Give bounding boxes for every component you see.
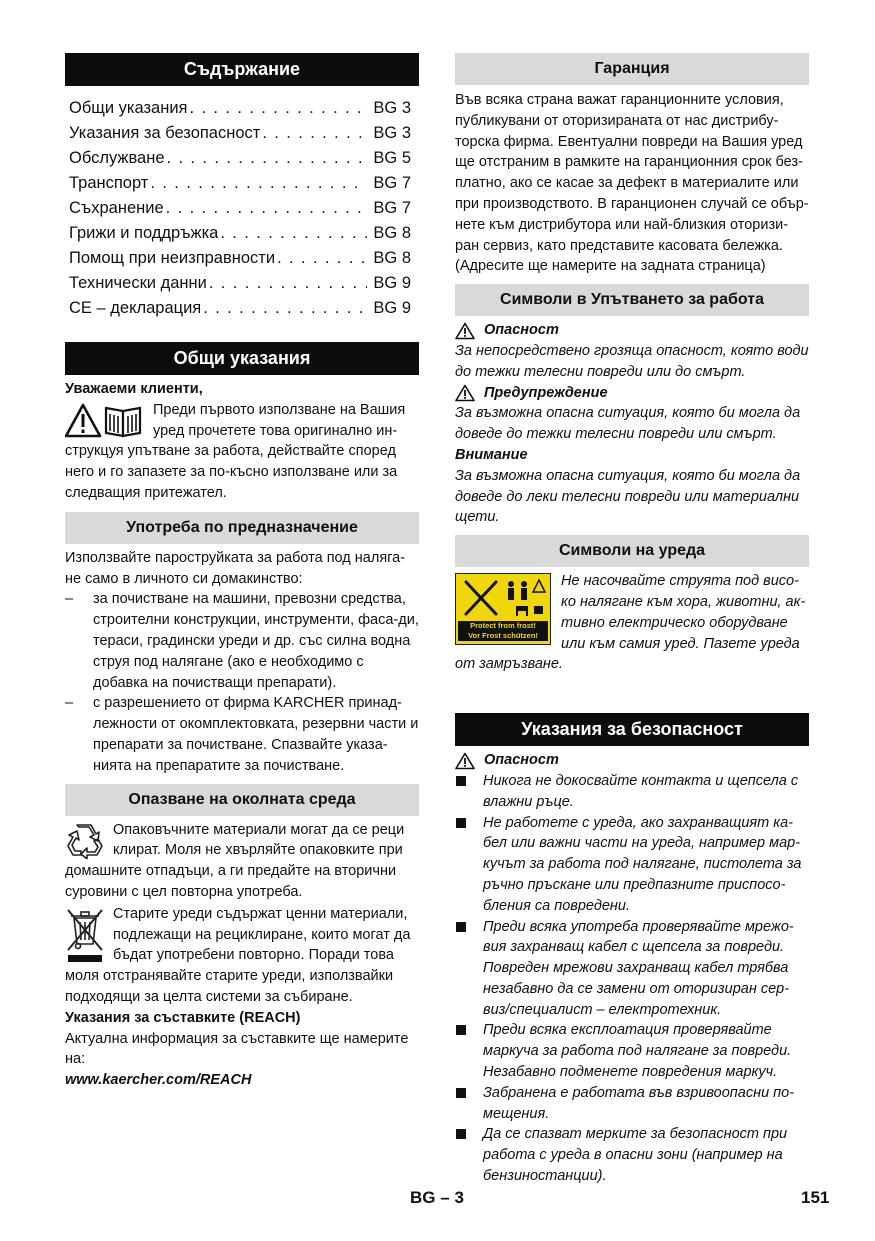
toc-item[interactable] bbox=[69, 271, 411, 296]
toc-leader-dots bbox=[164, 196, 368, 221]
intended-use-text: Използвайте пароструйката за работа под наляга-не само в личното си домакинство: bbox=[65, 549, 406, 587]
jet-warning-icon bbox=[456, 576, 550, 620]
danger-label-row: Опасност bbox=[455, 320, 809, 341]
device-symbols-text: Не насочвайте струята под висо-ко налягане към хора, животни, ак-тивно електрическо оборудване или към самия уред. Пазете уреда от замръзване. bbox=[455, 573, 806, 673]
packaging-note: Опаковъчните материали могат да се реци клират. Моля не хвърляйте опаковките при домашните отпадъци, а ги предайте на вторични суровини с цел повторна употреба. bbox=[65, 821, 405, 900]
toc-leader-dots bbox=[148, 171, 367, 196]
toc-item-title: Транспорт bbox=[69, 174, 149, 192]
manual-symbols-heading: Символи в Упътването за работа bbox=[455, 284, 809, 316]
toc-item-page: BG 3 bbox=[373, 124, 411, 142]
toc-item-title: CE – декларация bbox=[69, 299, 202, 317]
caution-text: За възможна опасна ситуация, която би могла да доведе до леки телесни повреди или материални щети. bbox=[455, 467, 801, 526]
toc-item-page: BG 5 bbox=[373, 149, 411, 167]
toc-item[interactable] bbox=[69, 196, 411, 221]
general-heading: Общи указания bbox=[65, 342, 419, 375]
safety-list bbox=[455, 771, 809, 1187]
safety-heading: Указания за безопасност bbox=[455, 713, 809, 746]
general-intro-a: Преди първото използване на Вашия уред прочетете това оригинално ин- bbox=[153, 401, 406, 439]
toc-item-title: Указания за безопасност bbox=[69, 124, 261, 142]
list-item: Да се спазват мерките за безопасност при работа с уреда в опасни зони (например на бензиностанции). bbox=[455, 1124, 809, 1186]
list-item: – с разрешението от фирма KARCHER принад-лежности от окомплектовката, резервни части и препарати за почистване. Спазвайте указа-нията на препаратите за почистване. bbox=[65, 693, 419, 776]
toc-item-title: Помощ при неизправности bbox=[69, 249, 276, 267]
toc-item-title: Технически данни bbox=[69, 274, 207, 292]
table-of-contents bbox=[69, 96, 411, 321]
toc-item[interactable] bbox=[69, 121, 411, 146]
sticker-band: Protect from frost! Vor Frost schützen! bbox=[458, 621, 548, 641]
toc-item-page: BG 9 bbox=[373, 274, 411, 292]
warning-triangle-icon bbox=[455, 384, 475, 402]
danger-text: За непосредствено грозяща опасност, която води до тежки телесни повреди или до смърт. bbox=[455, 342, 809, 380]
general-intro-b: струкцуя упътване за работа, действайте според него и го запазете за по-късно използване или за следващия притежател. bbox=[65, 443, 398, 501]
toc-item[interactable] bbox=[69, 296, 411, 321]
toc-item-page: BG 8 bbox=[373, 249, 411, 267]
toc-item-page: BG 3 bbox=[373, 99, 411, 117]
page-label: BG – 3 bbox=[410, 1188, 464, 1207]
safety-danger-row: Опасност bbox=[455, 750, 809, 771]
reach-title: Указания за съставките (REACH) bbox=[65, 1009, 301, 1026]
toc-item-page: BG 7 bbox=[373, 174, 411, 192]
device-symbols-heading: Символи на уреда bbox=[455, 535, 809, 567]
list-item: Преди всяка експлоатация проверявайте маркуча за работа под налягане за повреди. Незабавно подменете повредения маркуч. bbox=[455, 1020, 809, 1082]
toc-item-title: Общи указания bbox=[69, 99, 188, 117]
warranty-heading: Гаранция bbox=[455, 53, 809, 85]
list-item: Никога не докосвайте контакта и щепсела с влажни ръце. bbox=[455, 771, 809, 813]
page-number: 151 bbox=[801, 1188, 830, 1207]
toc-item-title: Грижи и поддръжка bbox=[69, 224, 219, 242]
list-item: – за почистване на машини, превозни средства, строителни конструкции, инструменти, фаса-ди, тераси, градински уреди и др. със силна водна струя под налягане (ако е необходимо с добавка на почистващи препарати). bbox=[65, 589, 419, 693]
warranty-text: Във всяка страна важат гаранционните условия, публикувани от оторизираната от нас дистрибу-торска фирма. Евентуални повреди на Вашия уред ще отстраним в рамките на гаранционния срок без-платно, ако се касае за дефект в материалите или при производството. В гаранционен случай се обър-нете към дистрибутора или най-близкия оторизи-ран сервиз, като представите касовата бележка. (Адресите ще намерите на задната страница) bbox=[455, 92, 809, 275]
greeting: Уважаеми клиенти, bbox=[65, 381, 203, 397]
square-bullet-icon bbox=[456, 1088, 466, 1098]
device-symbols-block bbox=[455, 571, 809, 675]
reach-link[interactable]: www.kaercher.com/REACH bbox=[65, 1072, 252, 1089]
list-item: Забранена е работата във взривоопасни по-мещения. bbox=[455, 1083, 809, 1125]
toc-item[interactable] bbox=[69, 171, 411, 196]
warning-label-row: Предупреждение bbox=[455, 383, 809, 404]
intended-use-heading: Употреба по предназначение bbox=[65, 512, 419, 544]
old-devices-note: Старите уреди съдържат ценни материали, подлежащи на рециклиране, които могат да бъдат употребени повторно. Поради това моля отстранявайте старите уреди, използвайки подходящи за целта системи за събиране. bbox=[65, 905, 411, 1005]
toc-item[interactable] bbox=[69, 96, 411, 121]
general-intro bbox=[65, 400, 419, 504]
warning-triangle-icon bbox=[455, 322, 475, 340]
reach-text: Актуална информация за съставките ще намерите на: bbox=[65, 1030, 409, 1068]
toc-leader-dots bbox=[207, 271, 368, 296]
toc-item[interactable] bbox=[69, 146, 411, 171]
toc-item[interactable] bbox=[69, 246, 411, 271]
square-bullet-icon bbox=[456, 922, 466, 932]
toc-leader-dots bbox=[275, 246, 367, 271]
list-item: Не работете с уреда, ако захранващият ка-бел или важни части на уреда, например мар-кучът за работа под налягане, пистолета за ръчно пръскане или предпазните приспосо-бления са повредени. bbox=[455, 813, 809, 917]
toc-leader-dots bbox=[165, 146, 368, 171]
toc-leader-dots bbox=[260, 121, 367, 146]
toc-leader-dots bbox=[188, 96, 368, 121]
toc-item-page: BG 9 bbox=[373, 299, 411, 317]
toc-leader-dots bbox=[201, 296, 367, 321]
left-column bbox=[65, 53, 419, 1091]
toc-leader-dots bbox=[218, 221, 367, 246]
right-column bbox=[455, 53, 809, 1187]
caution-label: Внимание bbox=[455, 446, 528, 463]
square-bullet-icon bbox=[456, 818, 466, 828]
toc-item-page: BG 7 bbox=[373, 199, 411, 217]
warning-text: За възможна опасна ситуация, която би могла да доведе до тежки телесни повреди или смърт. bbox=[455, 405, 801, 443]
toc-item-page: BG 8 bbox=[373, 224, 411, 242]
crossed-bin-icon bbox=[65, 907, 105, 963]
recycle-icon bbox=[65, 823, 105, 859]
toc-heading: Съдържание bbox=[65, 53, 419, 86]
list-item: Преди всяка употреба проверявайте мрежо-вия захранващ кабел с щепсела за повреди. Повреден мрежови захранващ кабел трябва незабавно да се замени от оторизиран сер-виз/специалист – електротехник. bbox=[455, 917, 809, 1021]
toc-item[interactable] bbox=[69, 221, 411, 246]
intended-use-list bbox=[65, 589, 419, 776]
toc-item-title: Обслужване bbox=[69, 149, 165, 167]
environment-heading: Опазване на околната среда bbox=[65, 784, 419, 816]
toc-item-title: Съхранение bbox=[69, 199, 164, 217]
read-manual-icon bbox=[65, 403, 145, 439]
square-bullet-icon bbox=[456, 1025, 466, 1035]
square-bullet-icon bbox=[456, 1129, 466, 1139]
device-warning-sticker bbox=[455, 573, 551, 645]
warning-triangle-icon bbox=[455, 752, 475, 770]
square-bullet-icon bbox=[456, 776, 466, 786]
